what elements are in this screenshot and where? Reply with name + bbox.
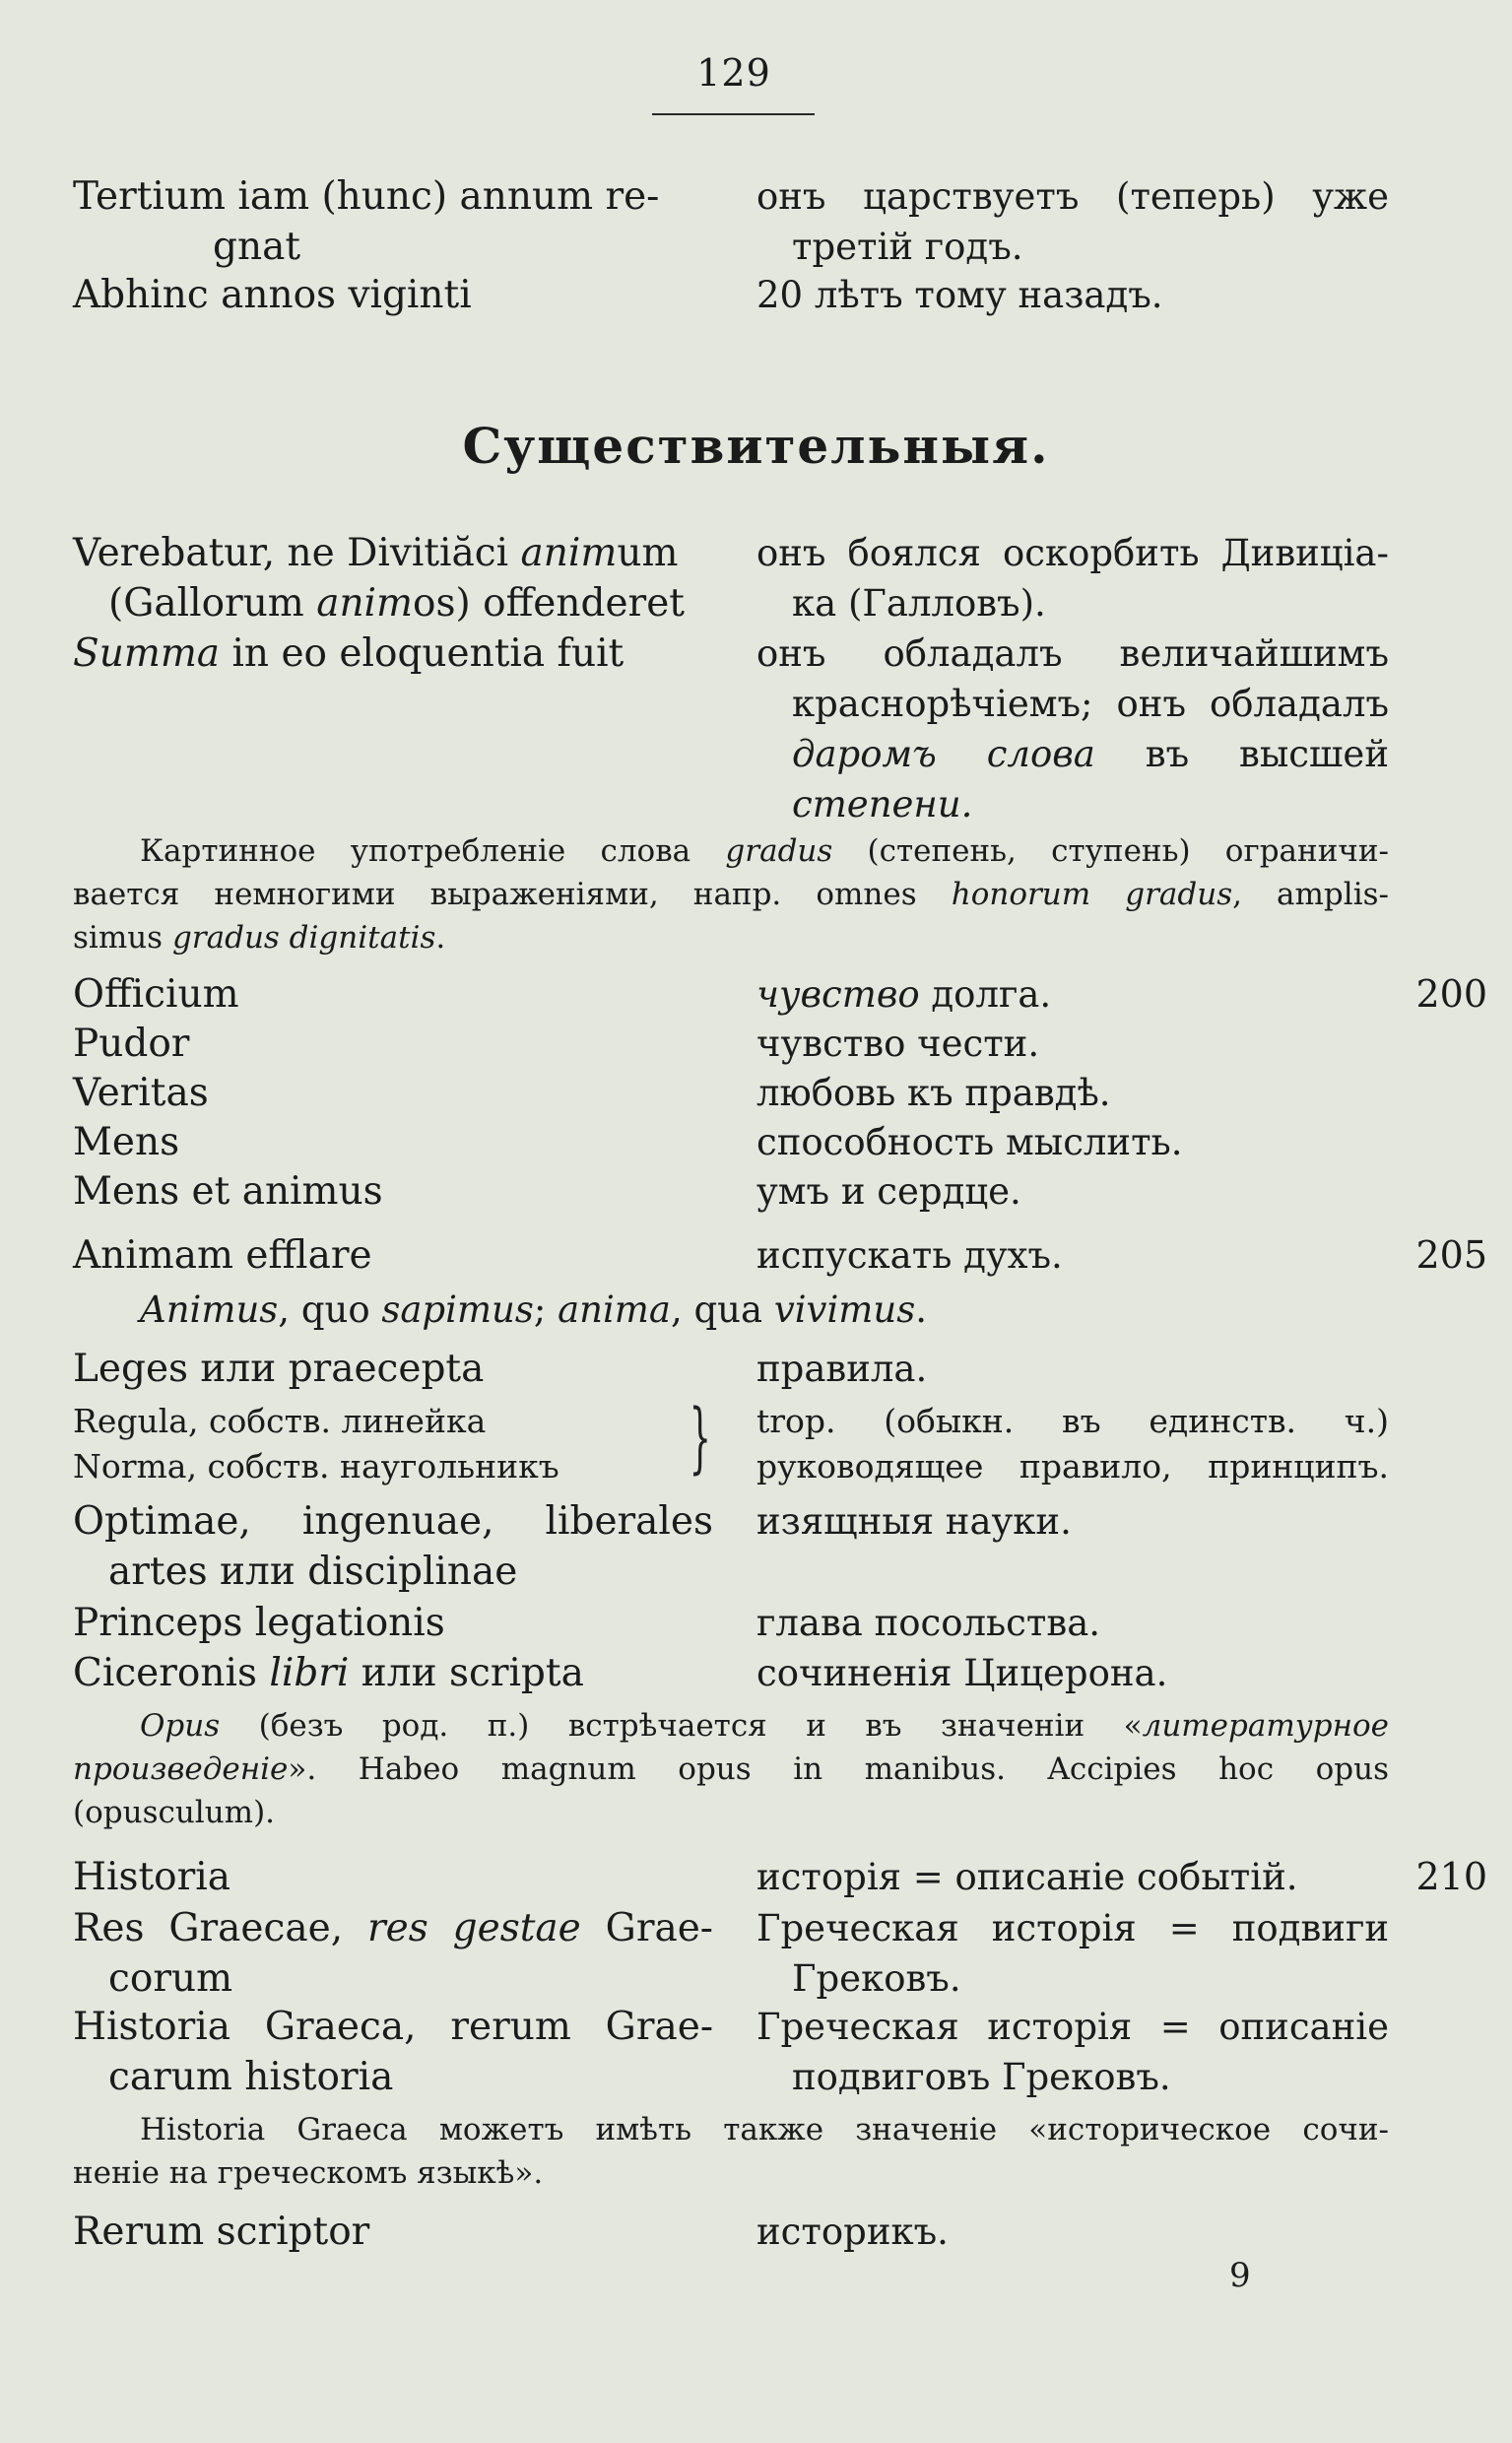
brace-symbol: } — [689, 1394, 711, 1483]
russian-translation: изящныя науки. — [756, 1500, 1072, 1543]
section-number: 210 — [1415, 1855, 1487, 1898]
signature-mark: 9 — [1229, 2256, 1251, 2295]
russian-translation: способность мыслить. — [756, 1121, 1183, 1163]
russian-translation: историкъ. — [756, 2211, 949, 2253]
latin-term: Mens — [73, 1120, 180, 1164]
russian-translation: умъ и сердце. — [756, 1170, 1021, 1213]
russian-translation-cont: подвиговъ Грековъ. — [792, 2056, 1171, 2098]
page-number: 129 — [696, 51, 771, 95]
latin-term: Optimae, ingenuae, liberales — [73, 1499, 713, 1544]
latin-phrase: Summa in eo eloquentia fuit — [73, 631, 625, 676]
latin-term-cont: carum historia — [108, 2055, 394, 2099]
russian-translation-cont: Грековъ. — [792, 1957, 961, 2000]
russian-translation: чувство долга. — [756, 973, 1052, 1016]
page: 129 Tertium iam (hunc) annum re- gnat онъ царствуетъ (теперь) уже третій годъ. Abhinc annos viginti 20 лѣтъ тому назадъ. Существительныя. Verebatur, ne Divitiăci animum (Gallorum animos) offenderet онъ боялся оскорбить Дивиціа- ка (Галловъ). Summa in eo eloquentia fuit онъ обладалъ величайшимъ краснорѣчіемъ; онъ обладалъ даромъ слова въ высшей степени. Картинное употребленіе слова gradus (степень, ступень) ограничи- вается немногими выраженіями, напр. omnes honorum gradus, amplis- simus gradus dignitatis. Officium чувство долга. 200 Pudor чувство чести. Veritas любовь къ правдѣ. Mens способность мыслить. Mens et animus умъ и сердце. Animam efflare испускать духъ. 205 Animus, quo sapimus; anima, qua vivimus. Leges или praecepta правила. Regula, собств. линейка trop. (обыкн. въ единств. ч.) Norma, собств. наугольникъ руководящее правило, принципъ. } Optimae, ingenuae, liberales artes или disciplinae изящныя науки. Princeps legationis глава посольства. Ciceronis libri или scripta сочиненія Цицерона. Opus (безъ род. п.) встрѣчается и въ значеніи «литературное произведеніе». Habeo magnum opus in manibus. Accipies hoc opus (opusculum). Historia исторія = описаніе событій. 210 Res Graecae, res gestae Grae- corum Греческая исторія = подвиги Грековъ. Historia Graeca, rerum Grae- carum historia Греческая исторія = описаніе подвиговъ Грековъ. Historia Graeca можетъ имѣть также значеніе «историческое сочи- неніе на греческомъ языкѣ». Rerum scriptor историкъ. 9 — [0, 0, 1512, 2443]
russian-translation: правила. — [756, 1348, 928, 1390]
russian-translation: глава посольства. — [756, 1602, 1101, 1644]
latin-term: Officium — [73, 972, 239, 1017]
russian-translation: Греческая исторія = подвиги — [756, 1907, 1389, 1949]
russian-translation: trop. (обыкн. въ единств. ч.) — [756, 1402, 1389, 1440]
russian-translation: сочиненія Цицерона. — [756, 1652, 1168, 1694]
latin-term: Ciceronis libri или scripta — [73, 1651, 584, 1695]
usage-note-opus: Opus (безъ род. п.) встрѣчается и въ значеніи «литературное произведеніе». Habeo magnum opus in manibus. Accipies hoc opus (opusculum). — [73, 1708, 1389, 1830]
section-number: 200 — [1415, 972, 1487, 1016]
latin-term: Mens et animus — [73, 1169, 383, 1214]
russian-translation: чувство чести. — [756, 1023, 1040, 1065]
russian-translation: любовь къ правдѣ. — [756, 1072, 1111, 1114]
russian-translation-cont: даромъ слова въ высшей — [792, 733, 1389, 775]
latin-term: Pudor — [73, 1022, 190, 1066]
latin-term: Historia — [73, 1855, 231, 1899]
usage-note-historia: Historia Graeca можетъ имѣть также значеніе «историческое сочи- неніе на греческомъ языкѣ». — [73, 2112, 1389, 2191]
russian-translation-cont: краснорѣчіемъ; онъ обладалъ — [792, 683, 1389, 725]
russian-translation-cont: третій годъ. — [792, 226, 1023, 268]
latin-term: Princeps legationis — [73, 1601, 445, 1645]
latin-term: Leges или praecepta — [73, 1347, 485, 1391]
russian-translation: 20 лѣтъ тому назадъ. — [756, 274, 1163, 316]
latin-term: Norma, собств. наугольникъ — [73, 1447, 559, 1486]
section-number: 205 — [1415, 1233, 1487, 1277]
section-title: Существительныя. — [462, 417, 1050, 475]
latin-phrase: Abhinc annos viginti — [73, 273, 472, 317]
latin-phrase-cont: (Gallorum animos) offenderet — [108, 581, 685, 626]
latin-term: Res Graecae, res gestae Grae- — [73, 1906, 713, 1950]
latin-phrase: Verebatur, ne Divitiăci animum — [73, 531, 679, 575]
latin-phrase: Tertium iam (hunc) annum re- — [73, 174, 660, 219]
latin-term: Rerum scriptor — [73, 2210, 370, 2254]
latin-phrase-cont: gnat — [213, 225, 301, 269]
russian-translation-cont: степени. — [792, 783, 973, 825]
latin-term: Regula, собств. линейка — [73, 1402, 487, 1440]
latin-term: Veritas — [73, 1071, 209, 1115]
latin-term: Animam efflare — [73, 1233, 372, 1278]
latin-term: Historia Graeca, rerum Grae- — [73, 2005, 713, 2049]
russian-translation: руководящее правило, принципъ. — [756, 1447, 1389, 1486]
russian-translation-cont: ка (Галловъ). — [792, 582, 1046, 625]
latin-term-cont: artes или disciplinae — [108, 1550, 518, 1594]
usage-note-gradus: Картинное употребленіе слова gradus (степень, ступень) ограничи- вается немногими выраженіями, напр. omnes honorum gradus, amplis- simus gradus dignitatis. — [73, 833, 1389, 956]
russian-translation: онъ царствуетъ (теперь) уже — [756, 175, 1389, 218]
page-number-rule — [652, 113, 815, 115]
russian-translation: онъ обладалъ величайшимъ — [756, 632, 1389, 675]
latin-term-cont: corum — [108, 1956, 233, 2001]
russian-translation: онъ боялся оскорбить Дивиціа- — [756, 532, 1389, 574]
russian-translation: Греческая исторія = описаніе — [756, 2006, 1389, 2048]
russian-translation: испускать духъ. — [756, 1234, 1063, 1277]
russian-translation: исторія = описаніе событій. — [756, 1856, 1298, 1898]
